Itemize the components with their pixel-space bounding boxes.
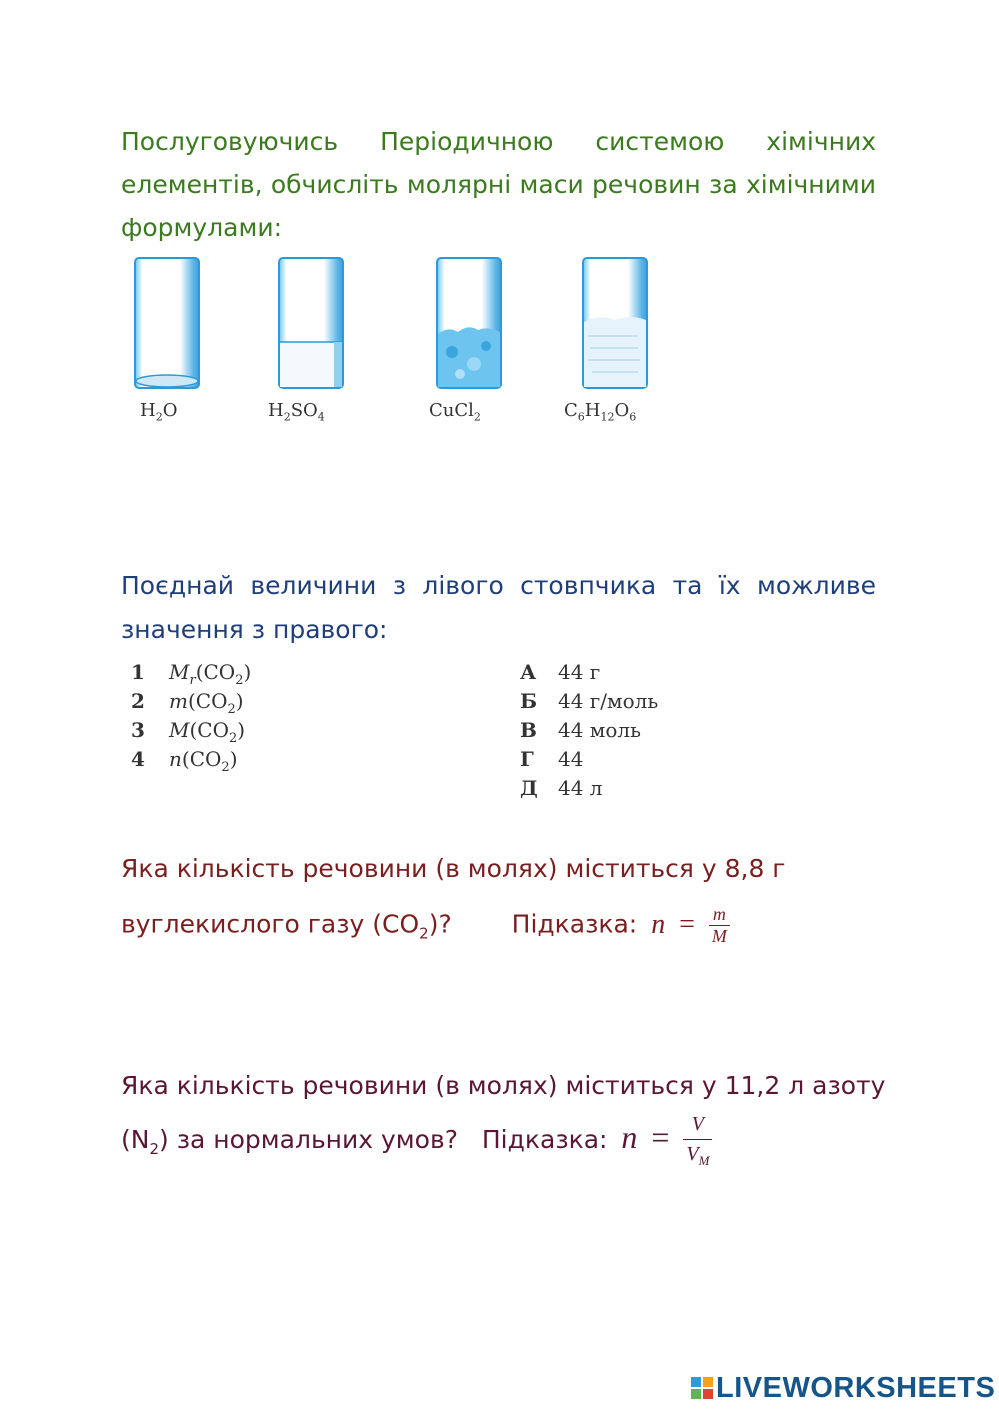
match-left-2: 2 $m(CO_2)$ — [131, 689, 244, 717]
task2-text: Поєднай величини з лівого стовпчика та їх можливе — [121, 571, 876, 600]
formula-h2so4: $H_2SO_4$ — [268, 400, 325, 424]
match-left-3: 3 $M(CO_2)$ — [131, 718, 246, 746]
task3-hint-label: Підказка: — [511, 909, 638, 939]
liveworksheets-logo-icon — [690, 1376, 714, 1400]
task3-line1: Яка кількість речовини (в молях) міститься у 8,8 г — [121, 854, 786, 883]
task1-instruction — [121, 120, 876, 206]
match-right-d: Д 44 л — [520, 776, 603, 800]
match-left-1: 1 $M_r(CO_2)$ — [131, 660, 252, 688]
task4-line2: $(N_2)$ за нормальних умов? Підказка: n = $\frac{V}{V_M}$ — [121, 1113, 712, 1183]
task3-formula-fraction: $\frac{m}{M}$ — [709, 904, 730, 947]
beaker-cucl2 — [434, 256, 504, 396]
match-right-v: В 44 моль — [520, 718, 641, 742]
task2-instruction-last — [121, 608, 387, 652]
task2-instruction — [121, 564, 876, 608]
match-right-b: Б 44 г/моль — [520, 689, 659, 713]
task4-formula-fraction: $\frac{V}{V_M}$ — [683, 1113, 712, 1169]
task4-hint-label: Підказка: — [481, 1125, 608, 1154]
task1-instruction-last — [121, 206, 282, 249]
match-right-g: Г 44 — [520, 747, 584, 771]
beaker-h2o — [132, 256, 202, 396]
match-left-4: 4 $n(CO_2)$ — [131, 747, 238, 775]
match-right-a: А 44 г — [520, 660, 601, 684]
task3-line2: вуглекислого газу $(CO_2)$? Підказка: n = $\frac{m}{M}$ — [121, 904, 730, 954]
beaker-c6h12o6 — [580, 256, 650, 396]
liveworksheets-logo: LIVEWORKSHEETS — [690, 1372, 995, 1405]
task4-line1: Яка кількість речовини (в молях) міститься у 11,2 л азоту — [121, 1071, 886, 1100]
beaker-h2so4 — [276, 256, 346, 396]
task1-text-last: формулами: — [121, 213, 283, 242]
formula-cucl2: CuCl$_2$ — [429, 400, 481, 424]
formula-h2o: $H_2O$ — [140, 400, 178, 424]
task2-text-last: значення з правого: — [121, 615, 388, 644]
formula-c6h12o6: $C_6H_{12}O_6$ — [564, 400, 637, 424]
task1-text: Послуговуючись Періодичною системою хімічних елементів, обчисліть молярні маси речовин за хімічними — [121, 127, 876, 199]
